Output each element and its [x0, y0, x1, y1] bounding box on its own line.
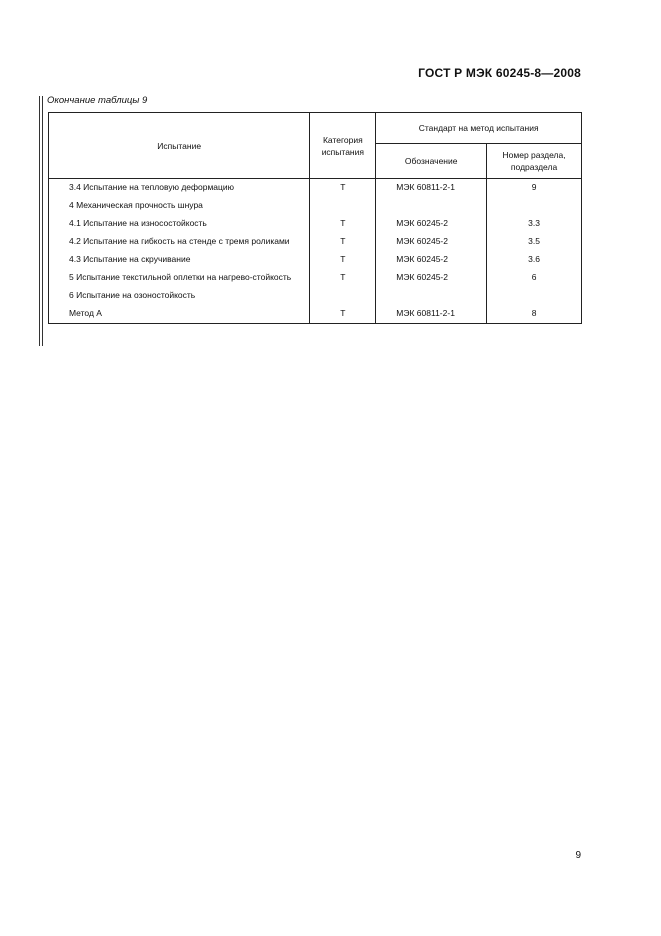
row-standard: МЭК 60811-2-1: [376, 179, 487, 198]
row-test-name: 4.1 Испытание на износостойкость: [49, 215, 310, 233]
table-caption: Окончание таблицы 9: [47, 95, 148, 106]
margin-line-left: [39, 96, 40, 346]
row-section: [487, 287, 582, 305]
row-test-name: 4.3 Испытание на скручивание: [49, 251, 310, 269]
row-standard: [376, 197, 487, 215]
row-category: [310, 287, 376, 305]
row-test-name: 4 Механическая прочность шнура: [49, 197, 310, 215]
row-section: 3.3: [487, 215, 582, 233]
row-standard: МЭК 60245-2: [376, 215, 487, 233]
row-standard: МЭК 60811-2-1: [376, 305, 487, 324]
row-category: Т: [310, 251, 376, 269]
row-category: [310, 197, 376, 215]
row-section: 3.6: [487, 251, 582, 269]
row-category: Т: [310, 305, 376, 324]
header-designation: Обозначение: [376, 144, 487, 179]
row-test-name: 3.4 Испытание на тепловую деформацию: [49, 179, 310, 198]
row-section: 6: [487, 269, 582, 287]
row-standard: [376, 287, 487, 305]
header-standard-group: Стандарт на метод испытания: [376, 113, 582, 144]
table-row: [49, 305, 582, 324]
row-category: Т: [310, 233, 376, 251]
row-category: Т: [310, 215, 376, 233]
row-test-name: Метод А: [49, 305, 310, 324]
row-section: 9: [487, 179, 582, 198]
row-standard: МЭК 60245-2: [376, 233, 487, 251]
row-category: Т: [310, 179, 376, 198]
row-section: [487, 197, 582, 215]
table-row: [49, 215, 582, 233]
row-test-name: 6 Испытание на озоностойкость: [49, 287, 310, 305]
table-row: [49, 179, 582, 198]
margin-line-right: [42, 96, 43, 346]
row-test-name: 4.2 Испытание на гибкость на стенде с тремя роликами: [49, 233, 310, 251]
table-row: [49, 269, 582, 287]
test-methods-table: [48, 112, 582, 324]
table-row: [49, 287, 582, 305]
row-section: 8: [487, 305, 582, 324]
header-test: Испытание: [49, 113, 310, 179]
header-section-number: Номер раздела, подраздела: [487, 144, 582, 179]
header-category: Категория испытания: [310, 113, 376, 179]
document-id: ГОСТ Р МЭК 60245-8—2008: [418, 66, 581, 80]
table-row: [49, 233, 582, 251]
row-category: Т: [310, 269, 376, 287]
row-standard: МЭК 60245-2: [376, 269, 487, 287]
table-row: [49, 251, 582, 269]
page-number: 9: [575, 850, 581, 861]
row-section: 3.5: [487, 233, 582, 251]
row-test-name: 5 Испытание текстильной оплетки на нагрево-стойкость: [49, 269, 310, 287]
table-row: [49, 197, 582, 215]
row-standard: МЭК 60245-2: [376, 251, 487, 269]
